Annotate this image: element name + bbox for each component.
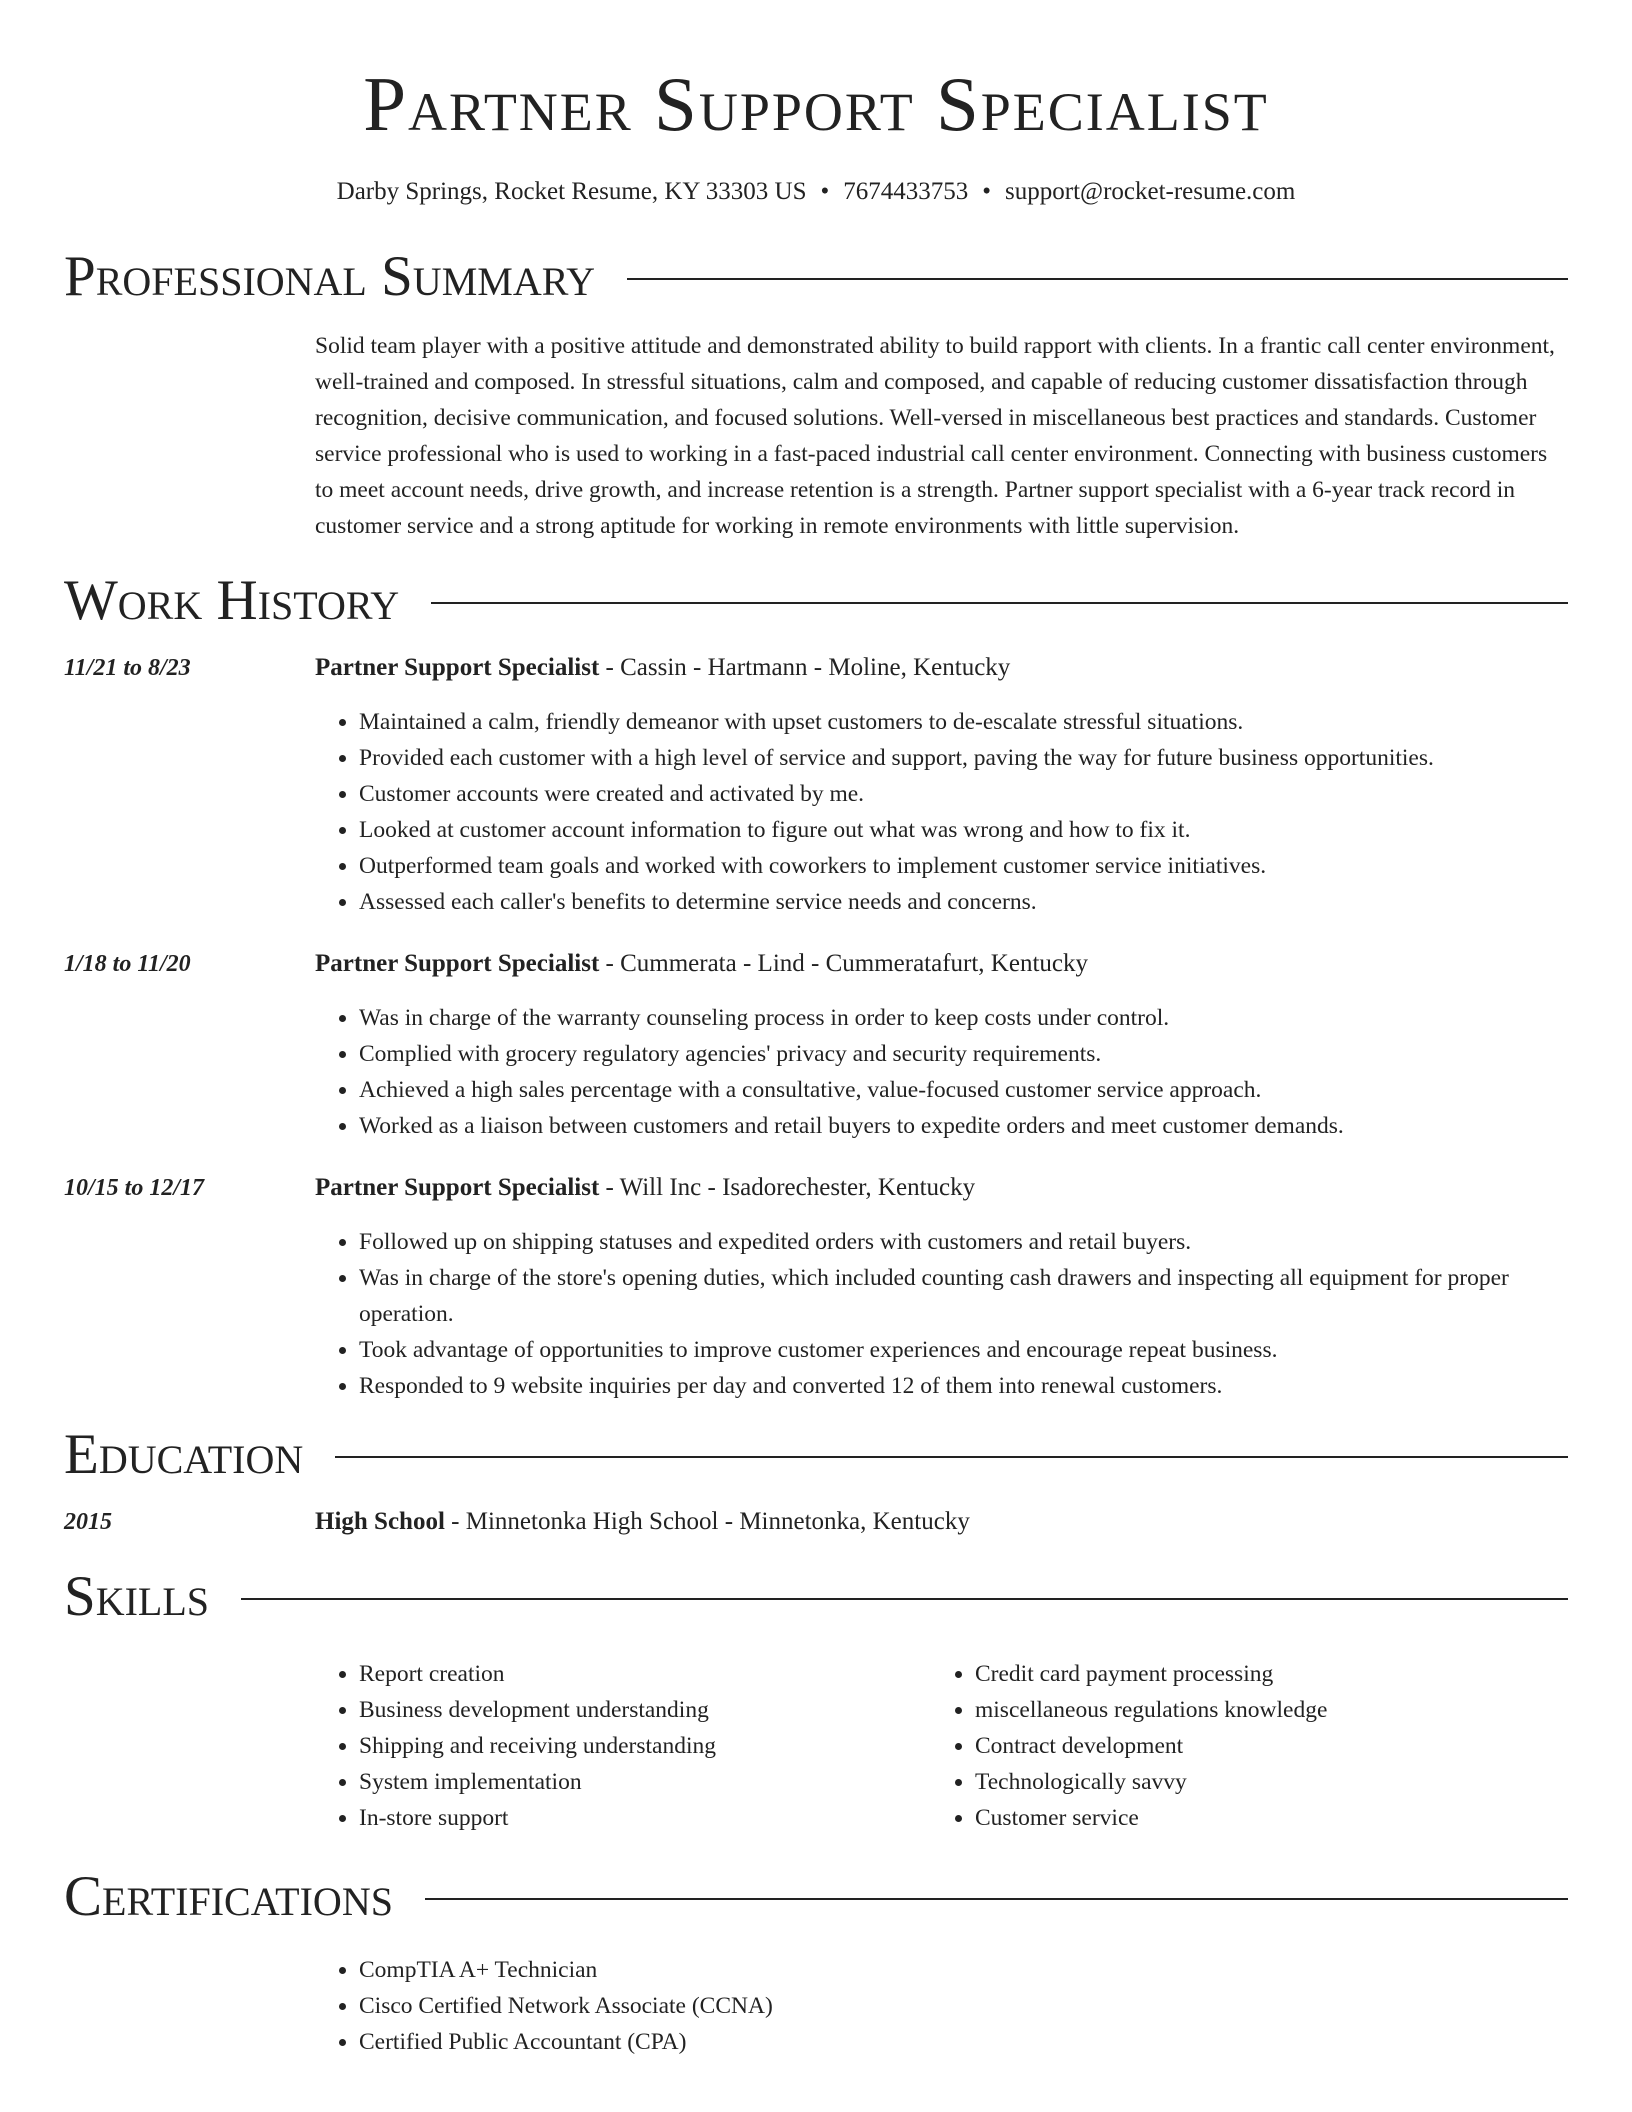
summary-text: Solid team player with a positive attitude and demonstrated ability to build rapport with clients. In a frantic call center environment, well-trained and composed. In stressful situations, calm and composed, and capable of reducing customer dissatisfaction through recognition, decisive communication, and focused solutions. Well-versed in miscellaneous best practices and standards. Customer service professional who is used to working in a fast-paced industrial call center environment. Connecting with business customers to meet account needs, drive growth, and increase retention is a strength. Partner support specialist with a 6-year track record in customer service and a strong aptitude for working in remote environments with little supervision. [315,333,1555,539]
section-divider [335,1456,1568,1458]
job-bullet: • Assessed each caller's benefits to determine service needs and concerns. [359,884,1568,920]
certification-item: • CompTIA A+ Technician [359,1952,1568,1988]
job-bullet: • Customer accounts were created and activated by me. [359,776,1568,812]
job-company-location: - Will Inc - Isadorechester, Kentucky [599,1174,976,1201]
certification-item: • Cisco Certified Network Associate (CCNA) [359,1988,1568,2024]
job-entry [64,1168,1568,1404]
section-divider [241,1598,1568,1600]
education-entry [64,1502,1568,1542]
skill-item: • Technologically savvy [975,1764,1547,1800]
summary-section-header [64,242,1568,312]
job-bullet: • Looked at customer account information to figure out what was wrong and how to fix it. [359,812,1568,848]
work-section-header [64,566,1568,636]
education-line [315,1502,1568,1542]
job-bullet: • Outperformed team goals and worked with coworkers to implement customer service initiatives. [359,848,1568,884]
job-title: Partner Support Specialist [315,1174,600,1201]
job-bullets [315,1224,1568,1404]
job-entry [64,944,1568,1144]
address: Darby Springs, Rocket Resume, KY 33303 US [336,178,807,205]
certifications-block [315,1952,1568,2060]
job-bullet: • Followed up on shipping statuses and expedited orders with customers and retail buyers. [359,1224,1568,1260]
job-bullets [315,1000,1568,1144]
job-dates: 1/18 to 11/20 [64,951,191,977]
phone: 7674433753 [843,178,969,205]
skill-item: • Customer service [975,1800,1547,1836]
skill-item: • Report creation [359,1656,931,1692]
email: support@rocket-resume.com [1005,178,1296,205]
section-title-skills: Skills [64,1565,210,1628]
job-title: Partner Support Specialist [315,654,600,681]
skill-item: • Business development understanding [359,1692,931,1728]
resume-name: Partner Support Specialist [363,61,1269,147]
job-bullet: • Achieved a high sales percentage with a consultative, value-focused customer service approach. [359,1072,1568,1108]
job-company-location: - Cummerata - Lind - Cummeratafurt, Kentucky [599,950,1088,977]
section-title-education: Education [64,1423,304,1486]
job-main [315,944,1568,1144]
education-details: - Minnetonka High School - Minnetonka, Kentucky [444,1508,970,1535]
job-bullet: • Was in charge of the store's opening duties, which included counting cash drawers and inspecting all equipment for proper operation. [359,1260,1568,1332]
skills-left-list [315,1656,931,1836]
job-bullets [315,704,1568,920]
skill-item: • miscellaneous regulations knowledge [975,1692,1547,1728]
separator: • [820,178,830,205]
job-bullet: • Complied with grocery regulatory agencies' privacy and security requirements. [359,1036,1568,1072]
job-dates: 11/21 to 8/23 [64,655,191,681]
education-year: 2015 [64,1509,112,1535]
job-dates: 10/15 to 12/17 [64,1175,205,1201]
separator: • [982,178,992,205]
job-list [64,648,1568,1404]
job-main [315,1168,1568,1404]
section-title-summary: Professional Summary [64,245,596,308]
section-divider [425,1898,1568,1900]
job-title: Partner Support Specialist [315,950,600,977]
skills-column-left [315,1656,931,1836]
section-title-certifications: Certifications [64,1865,393,1928]
job-bullet: • Responded to 9 website inquiries per day and converted 12 of them into renewal customers. [359,1368,1568,1404]
job-bullet: • Was in charge of the warranty counseling process in order to keep costs under control. [359,1000,1568,1036]
job-main [315,648,1568,920]
skills-section-header [64,1562,1568,1632]
skills-right-list [931,1656,1547,1836]
education-degree: High School [315,1508,445,1535]
job-bullet: • Provided each customer with a high level of service and support, paving the way for future business opportunities. [359,740,1568,776]
job-company-location: - Cassin - Hartmann - Moline, Kentucky [599,654,1011,681]
certifications-list [315,1952,1568,2060]
contact-line [64,174,1568,210]
skills-list [315,1656,1568,1836]
certifications-section-header [64,1862,1568,1932]
skill-item: • System implementation [359,1764,931,1800]
job-heading [315,1168,1568,1208]
skill-item: • Contract development [975,1728,1547,1764]
education-section-header [64,1420,1568,1490]
job-bullet: • Maintained a calm, friendly demeanor with upset customers to de-escalate stressful situations. [359,704,1568,740]
skills-column-right [931,1656,1547,1836]
certification-item: • Certified Public Accountant (CPA) [359,2024,1568,2060]
education-main [315,1502,1568,1542]
skill-item: • In-store support [359,1800,931,1836]
job-heading [315,648,1568,688]
skill-item: • Shipping and receiving understanding [359,1728,931,1764]
skill-item: • Credit card payment processing [975,1656,1547,1692]
job-bullet: • Took advantage of opportunities to improve customer experiences and encourage repeat business. [359,1332,1568,1368]
section-title-work: Work History [64,569,400,632]
job-bullet: • Worked as a liaison between customers and retail buyers to expedite orders and meet customer demands. [359,1108,1568,1144]
job-heading [315,944,1568,984]
job-entry [64,648,1568,920]
section-divider [431,602,1568,604]
section-divider [627,278,1568,280]
